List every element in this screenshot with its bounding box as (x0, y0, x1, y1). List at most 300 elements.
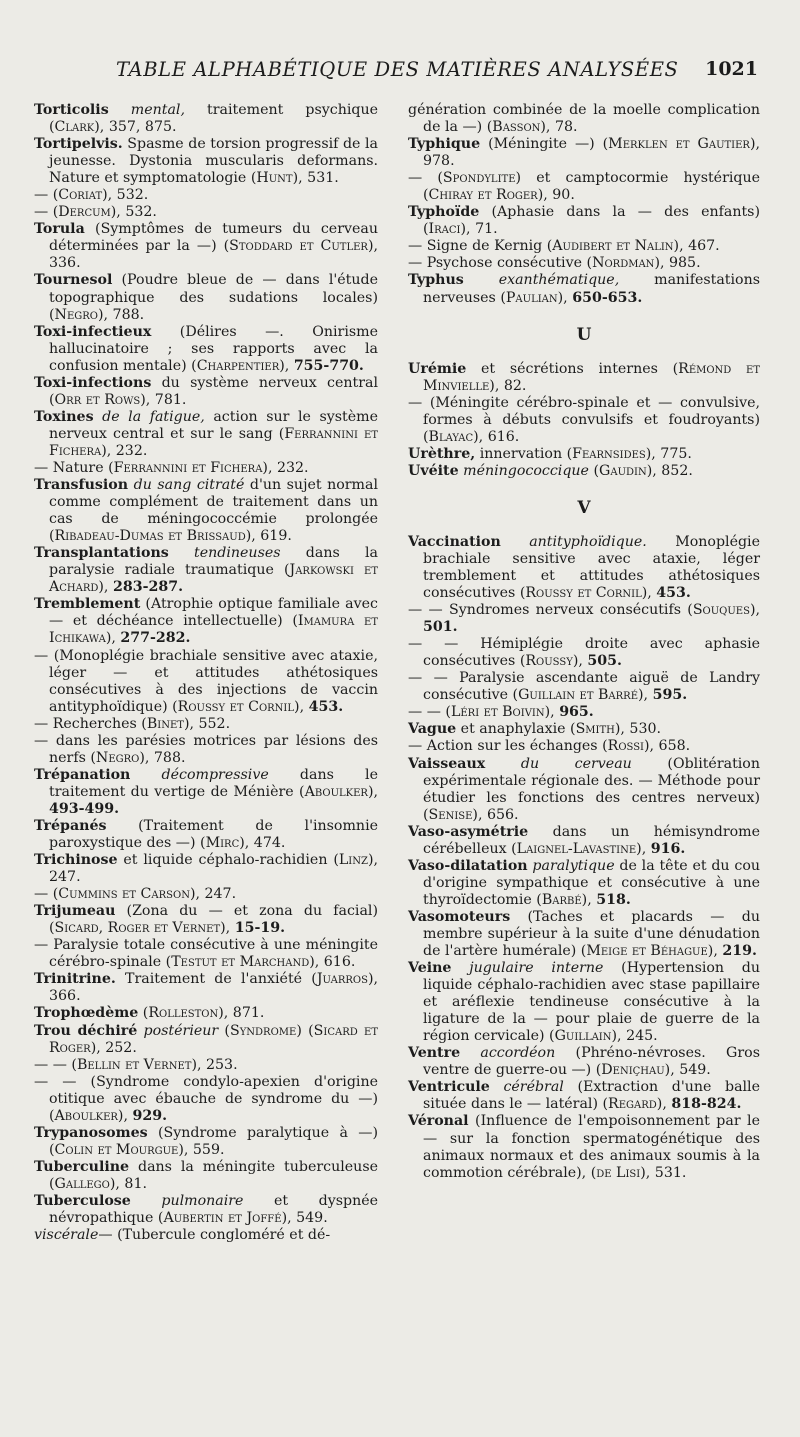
entry-author: Testut et Marchand (171, 954, 310, 971)
index-entry (408, 102, 760, 136)
entry-qualifier: méningococcique (463, 462, 589, 479)
entry-headword: Tournesol (34, 272, 113, 289)
entry-text: ), (557, 289, 573, 306)
index-entry (408, 1113, 760, 1181)
entry-pages: 650-653. (572, 289, 643, 306)
entry-qualifier: pulmonaire (161, 1193, 244, 1209)
entry-author: Aubertin et Joffé (163, 1210, 282, 1227)
entry-author: Roussy et Cornil (177, 698, 295, 715)
entry-author: Deniçhau (601, 1062, 665, 1079)
entry-text: de la tête et du cou d'origine sympathique et consécutive à une thyroïdectomie ( (423, 857, 760, 908)
entry-author: Gallego (54, 1175, 110, 1192)
entry-text: — Signe de Kernig ( (408, 238, 553, 255)
entry-author: Ferrannini et Fichera (113, 459, 263, 476)
entry-text: ), 252. (90, 1039, 137, 1056)
entry-author: Negro (95, 749, 140, 766)
entry-text: ), 775. (645, 445, 692, 462)
entry-author: Iraci (428, 221, 461, 238)
index-entry (34, 1057, 378, 1074)
entry-text: ), (117, 1107, 133, 1124)
index-entry (34, 1125, 378, 1159)
entry-qualifier: postérieur (143, 1022, 219, 1039)
entry-author: Senise (428, 806, 473, 823)
entry-text: ), 71. (460, 221, 498, 238)
index-entry (34, 1005, 378, 1022)
entry-pages: 493-499. (49, 800, 120, 817)
entry-author: Syndrome (229, 1022, 297, 1039)
entry-text: ), 532. (110, 204, 157, 221)
entry-headword: Veine (408, 960, 452, 977)
entry-author: Roussy (525, 653, 573, 670)
entry-text: ), (544, 704, 560, 721)
index-entry (34, 767, 378, 818)
entry-headword: Vaso-asymétrie (408, 823, 529, 840)
entry-text: traitement psychique ( (49, 102, 378, 136)
entry-text: Spasme de torsion progressif de la jeunesse. Dystonia muscularis deformans. Nature et symptomatologie ( (49, 136, 378, 187)
index-entry (408, 738, 760, 755)
entry-qualifier: exanthématique, (498, 272, 620, 289)
index-entry (408, 858, 760, 909)
index-entry (34, 1159, 378, 1193)
entry-text: ), 530. (614, 721, 662, 738)
index-entry (408, 272, 760, 306)
entry-text: ), 467. (673, 238, 720, 255)
index-entry (408, 446, 760, 463)
running-head: TABLE ALPHABÉTIQUE DES MATIÈRES ANALYSÉES (116, 58, 679, 81)
index-entry (34, 477, 378, 545)
entry-headword: Vague (408, 721, 457, 738)
index-entry (408, 636, 760, 670)
entry-text: ), (367, 783, 378, 800)
entry-text: (Influence de l'empoisonnement par le — sur la fonction spermatogénétique des animaux normaux et des animaux soumis à la commotion cérébrale), ( (423, 1113, 760, 1181)
entry-headword: Ventre (408, 1045, 461, 1062)
entry-text: ) et camptocormie hystérique ( (423, 170, 761, 204)
entry-headword: Urémie (408, 360, 467, 377)
entry-headword: Transfusion (34, 477, 129, 494)
entry-qualifier: décompressive (161, 766, 269, 783)
entry-text: ), 532. (102, 187, 149, 204)
entry-author: Aboulker (304, 783, 368, 800)
entry-author: Laignel-Lavastine (516, 840, 637, 857)
entry-author: Binet (146, 715, 184, 732)
index-entry (34, 545, 378, 596)
entry-text: ( (138, 1005, 149, 1022)
entry-author: Rolleston (148, 1005, 219, 1022)
entry-pages: 595. (652, 687, 688, 704)
entry-text: — Nature ( (34, 459, 114, 476)
index-entry (34, 102, 378, 136)
entry-pages: 755-770. (293, 357, 364, 374)
entry-headword: Uvéite (408, 462, 459, 479)
entry-author: Guillain et Barré (518, 687, 639, 704)
entry-headword: Typhus (408, 272, 464, 289)
index-entry (408, 909, 760, 960)
entry-text: ), 336. (49, 238, 378, 272)
entry-author: Linz (338, 852, 368, 869)
index-entry (34, 1193, 378, 1227)
entry-pages: 501. (423, 619, 458, 636)
entry-qualifier: paralytique (532, 857, 615, 874)
entry-text: ), 871. (218, 1005, 265, 1022)
index-entry (34, 596, 378, 647)
entry-author: Negro (54, 306, 98, 323)
page-header (70, 58, 760, 92)
entry-pages: 505. (587, 653, 622, 670)
entry-headword: Torticolis (34, 102, 109, 118)
entry-author: Audibert et Nalin (552, 238, 674, 255)
entry-author: Ribadeau-Dumas et Brissaud (54, 528, 246, 545)
entry-text: (Aphasie dans la — des enfants) ( (423, 204, 760, 238)
page-number: 1021 (705, 58, 758, 80)
index-entry (34, 409, 378, 460)
entry-headword: Torula (34, 221, 85, 238)
entry-text: (Atrophie optique familiale avec — et déchéance intellectuelle) ( (49, 596, 378, 630)
entry-author: Merklen et Gautier (608, 136, 750, 153)
entry-pages: 518. (596, 891, 631, 908)
entry-text: ), 852. (646, 462, 693, 479)
entry-author: Léri et Boivin (450, 704, 545, 721)
index-entry (34, 204, 378, 221)
entry-text: ), 531. (292, 170, 339, 187)
entry-text: — ( (34, 187, 59, 204)
index-entry (408, 1079, 760, 1113)
entry-text: — Action sur les échanges ( (408, 738, 608, 755)
entry-text: (Syndrome paralytique à —) ( (49, 1124, 378, 1158)
section-letter-u: U (576, 324, 592, 345)
entry-text: — (Méningite cérébro-spinale et — convulsive, formes à débuts convulsifs et foudroyants) ( (408, 394, 760, 445)
entry-text: — — Syndromes nerveux consécutifs ( (408, 602, 693, 619)
entry-text: ), 232. (262, 459, 309, 476)
entry-text: ( (218, 1022, 230, 1039)
entry-author: Bellin et Vernet (76, 1056, 192, 1073)
entry-headword: Toxi-infectieux (34, 323, 152, 340)
entry-text: (Traitement de l'insomnie paroxystique des —) ( (49, 817, 378, 852)
entry-list-v (408, 534, 760, 1182)
entry-text: — — (Syndrome condylo-apexien d'origine otitique avec ébauche de syndrome du —) ( (34, 1073, 378, 1124)
entry-headword: Trou déchiré (34, 1022, 138, 1039)
entry-text: et sécrétions internes ( (466, 360, 679, 377)
entry-text: — Psychose consécutive ( (408, 255, 593, 272)
entry-pages: 453. (656, 585, 691, 602)
entry-text: ), 366. (49, 971, 378, 1005)
entry-text: — — ( (408, 704, 451, 721)
entry-author: Meige et Béhague (586, 943, 708, 960)
entry-author: Rossi (607, 738, 644, 755)
entry-text: et liquide céphalo-rachidien ( (117, 852, 339, 869)
index-entry (408, 960, 760, 1045)
entry-author: Sicard et Roger (49, 1022, 378, 1056)
entry-author: Rémond et Minvielle (423, 360, 761, 394)
entry-author: Nordman (592, 255, 655, 272)
entry-headword: Trypanosomes (34, 1124, 148, 1141)
entry-text: et dyspnée névropathique ( (49, 1193, 378, 1227)
entry-text: Monoplégie brachiale sensitive avec ataxie, léger tremblement et attitudes athétosiques consécutives ( (423, 533, 760, 602)
entry-text: ), (294, 698, 309, 715)
entry-author: Fearnsides (572, 445, 646, 462)
entry-pages: 965. (559, 704, 594, 721)
index-entry (34, 648, 378, 716)
entry-text: — — Hémiplégie droite avec aphasie consécutives ( (408, 636, 760, 670)
entry-text: ), 552. (183, 715, 231, 732)
entry-list-continued (408, 102, 760, 307)
entry-qualifier: de la fatigue, (102, 408, 205, 425)
entry-author: Juarros (316, 971, 368, 988)
entry-author: Mirc (205, 835, 240, 852)
entry-text: ), 559. (178, 1141, 225, 1158)
entry-text: ), 357, 875. (94, 119, 177, 136)
entry-text: ), 232. (101, 442, 148, 459)
entry-author: Barbé (541, 891, 582, 908)
entry-qualifier: viscérale (34, 1227, 99, 1244)
index-entry (408, 395, 760, 446)
entry-author: Gaudin (599, 462, 647, 479)
entry-text: dans la paralysie radiale traumatique ( (49, 545, 378, 579)
index-entry (34, 187, 378, 204)
index-entry (34, 375, 378, 409)
entry-headword: Vaso-dilatation (408, 857, 528, 874)
entry-text: ), 90. (537, 187, 575, 204)
entry-pages: 15-19. (234, 920, 286, 937)
entry-pages: 818-824. (671, 1096, 742, 1113)
entry-text: — — ( (34, 1056, 77, 1073)
entry-qualifier: jugulaire interne (469, 960, 604, 977)
entry-text: ), (749, 602, 760, 619)
entry-headword: Vasomoteurs (408, 908, 511, 925)
entry-text: — dans les parésies motrices par lésions des nerfs ( (34, 732, 378, 766)
entry-headword: Vaisseaux (408, 755, 486, 772)
entry-qualifier: accordéon (480, 1045, 556, 1062)
entry-author: Charpentier (196, 357, 280, 374)
entry-author: Basson (492, 119, 541, 136)
entry-text: ), 619. (245, 528, 292, 545)
entry-qualifier: mental, (130, 102, 185, 118)
entry-qualifier: du sang citraté (133, 477, 245, 494)
entry-author: Chiray et Roger (428, 187, 538, 204)
entry-text: ), 247. (189, 886, 237, 903)
section-letter-v: V (577, 497, 591, 518)
entry-headword: Trijumeau (34, 903, 116, 920)
entry-qualifier: du cerveau (520, 755, 632, 772)
entry-text: action sur le système nerveux central et sur le sang ( (49, 408, 378, 442)
entry-text: ), 985. (654, 255, 701, 272)
entry-author: Coriat (58, 187, 103, 204)
entry-text: — ( (408, 170, 443, 187)
entry-author: Guillain (554, 1028, 612, 1045)
entry-qualifier: cérébral (503, 1079, 564, 1096)
entry-author: Smith (575, 721, 615, 738)
index-entry (408, 361, 760, 395)
entry-text: (Méningite —) ( (480, 136, 609, 153)
entry-author: de Lisi (596, 1164, 641, 1181)
entry-list-u (408, 361, 760, 480)
entry-text: ), 531. (640, 1164, 687, 1181)
entry-text: ), (641, 585, 657, 602)
entry-author: Stoddard et Cutler (229, 238, 368, 255)
entry-headword: Tuberculose (34, 1193, 131, 1209)
entry-text: (Zona du — et zona du facial) ( (49, 903, 378, 937)
entry-pages: 283-287. (112, 579, 184, 596)
entry-text: (Oblitération expérimentale régionale des. — Méthode pour étudier les fonctions des centres nerveux) ( (423, 755, 760, 823)
entry-author: Colin et Mourgue (54, 1141, 179, 1158)
entry-text: ), 978. (423, 136, 760, 170)
entry-headword: Typhoïde (408, 204, 480, 221)
entry-text: ), 82. (489, 377, 527, 394)
index-entry (34, 136, 378, 187)
entry-text: ), 658. (644, 738, 691, 755)
index-entry (408, 670, 760, 704)
index-entry (34, 716, 378, 733)
entry-text: — (98, 1227, 118, 1244)
entry-text: ), (707, 943, 723, 960)
entry-headword: Trichinose (34, 852, 118, 869)
entry-text: Traitement de l'anxiété ( (115, 971, 317, 988)
entry-author: Dercum (58, 204, 111, 221)
entry-headword: Trinitrine. (34, 971, 116, 988)
entry-text: — — Paralysie ascendante aiguë de Landry consécutive ( (408, 670, 760, 704)
entry-text: (Tubercule congloméré et dé- (117, 1227, 331, 1244)
entry-text: ), (572, 653, 588, 670)
index-entry (408, 602, 760, 636)
entry-text: ), (279, 357, 294, 374)
index-entry (408, 824, 760, 858)
index-entry (34, 272, 378, 323)
entry-author: Regard (608, 1096, 657, 1113)
entry-text: manifestations nerveuses ( (423, 272, 760, 306)
entry-text: (Phréno-névroses. Gros ventre de guerre-ou —) ( (423, 1045, 760, 1079)
entry-pages: 929. (132, 1107, 168, 1124)
entry-text: ), (98, 579, 113, 596)
entry-text: ( (588, 462, 600, 479)
entry-text: ), 781. (140, 391, 187, 408)
entry-text: ), 656. (472, 806, 519, 823)
entry-text: ), 247. (49, 852, 378, 886)
entry-text: d'un sujet normal comme complément de traitement dans un cas de méningococcémie prolongée ( (49, 477, 378, 545)
entry-pages: 277-282. (120, 630, 191, 647)
index-entry (34, 886, 378, 903)
entry-text: — (Monoplégie brachiale sensitive avec ataxie, léger — et attitudes athétosiques consécutives à des injections de vaccin antityphoïdique) ( (34, 647, 378, 715)
entry-text: innervation ( (475, 445, 573, 462)
entry-author: Souques (692, 602, 750, 619)
index-entry (408, 463, 760, 480)
entry-author: Hunt (256, 170, 293, 187)
entry-author: Ferrannini et Fichera (49, 425, 379, 459)
index-entry (408, 255, 760, 272)
index-entry (408, 756, 760, 824)
entry-text: et anaphylaxie ( (456, 721, 576, 738)
entry-text: (Poudre bleue de — dans l'étude topographique des sudations locales) ( (49, 272, 378, 323)
index-entry (34, 937, 378, 971)
entry-headword: Toxines (34, 408, 94, 425)
index-entry (408, 534, 760, 602)
entry-headword: Urèthre, (408, 445, 476, 462)
entry-text: ), 788. (139, 749, 186, 766)
entry-author: Jarkowski et Achard (49, 562, 378, 596)
entry-headword: Ventricule (408, 1079, 490, 1096)
index-entry (34, 460, 378, 477)
entry-text: (Taches et placards — du membre supérieur à la suite d'une dénudation de l'artère humérale) ( (423, 908, 760, 960)
entry-text: (Délires —. Onirisme hallucinatoire ; ses rapports avec la confusion mentale) ( (49, 323, 378, 374)
entry-pages: 453. (308, 698, 344, 715)
entry-text: dans la méningite tuberculeuse ( (49, 1158, 378, 1192)
entry-text: — Recherches ( (34, 715, 147, 732)
index-entry (34, 818, 378, 852)
entry-headword: Véronal (408, 1113, 469, 1130)
entry-author: Paulian (505, 289, 558, 306)
entry-text: ), (638, 687, 653, 704)
index-entry (408, 1045, 760, 1079)
entry-text: ), 81. (109, 1175, 147, 1192)
entry-pages: 219. (722, 943, 757, 960)
entry-author: Aboulker (54, 1107, 118, 1124)
index-entry (34, 852, 378, 886)
entry-headword: Vaccination (408, 533, 501, 550)
index-entry (408, 704, 760, 721)
index-entry (34, 1074, 378, 1125)
entry-headword: Trépanation (34, 766, 131, 783)
index-entry (408, 721, 760, 738)
index-entry (34, 971, 378, 1005)
entry-text: du système nerveux central ( (49, 374, 378, 408)
entry-text: — Paralysie totale consécutive à une méningite cérébro-spinale ( (34, 937, 378, 971)
entry-text: génération combinée de la moelle complication de la —) ( (408, 102, 760, 136)
entry-text: — ( (34, 886, 59, 903)
index-entry (34, 1023, 378, 1057)
entry-qualifier: tendineuses (194, 545, 281, 562)
entry-author: Blayac (428, 428, 474, 445)
entry-text: ), 253. (191, 1056, 238, 1073)
index-entry (34, 324, 378, 375)
entry-headword: Tuberculine (34, 1158, 130, 1175)
entry-headword: Toxi-infections (34, 374, 152, 391)
entry-text: ), (656, 1096, 672, 1113)
index-column-left (34, 102, 378, 1244)
entry-text: ), (220, 920, 235, 937)
entry-text: ), 616. (473, 428, 520, 445)
index-entry (408, 204, 760, 238)
index-entry (34, 903, 378, 937)
entry-author: Imamura et Ichikawa (49, 613, 379, 647)
entry-text: dans un hémisyndrome cérébelleux ( (423, 823, 760, 857)
entry-headword: Trépanés (34, 817, 107, 834)
entry-author: Orr et Rows (54, 391, 141, 408)
entry-headword: Transplantations (34, 545, 169, 562)
entry-text: (Extraction d'une balle située dans le — latéral) ( (423, 1079, 760, 1113)
entry-text: (Symptômes de tumeurs du cerveau déterminées par la —) ( (49, 221, 378, 255)
entry-pages: 916. (650, 840, 686, 857)
entry-text: ), 474. (239, 835, 286, 852)
entry-headword: Tremblement (34, 596, 141, 613)
entry-text: ), (105, 630, 121, 647)
index-entry (408, 136, 760, 170)
entry-text: ), 78. (540, 119, 578, 136)
entry-text: ), (636, 840, 651, 857)
entry-author: Cummins et Carson (58, 886, 190, 903)
entry-qualifier: antityphoïdique. (529, 533, 647, 550)
entry-headword: Trophœdème (34, 1005, 139, 1022)
entry-text: ), 245. (611, 1028, 658, 1045)
entry-author: Clark (54, 119, 95, 136)
entry-text: ), 788. (97, 306, 145, 323)
entry-text: — ( (34, 204, 59, 221)
index-entry (408, 238, 760, 255)
entry-author: Sicard, Roger et Vernet (54, 920, 221, 937)
entry-author: Spondylite (442, 170, 516, 187)
entry-author: Roussy et Cornil (525, 585, 642, 602)
entry-text: ), (581, 891, 597, 908)
entry-text: (Hypertension du liquide céphalo-rachidien avec stase papillaire et aréflexie tendineuse consécutive à la ligature de la — pour plaie de guerre de la région cervicale) ( (423, 960, 760, 1045)
index-entry (408, 170, 760, 204)
entry-headword: Typhique (408, 136, 481, 153)
